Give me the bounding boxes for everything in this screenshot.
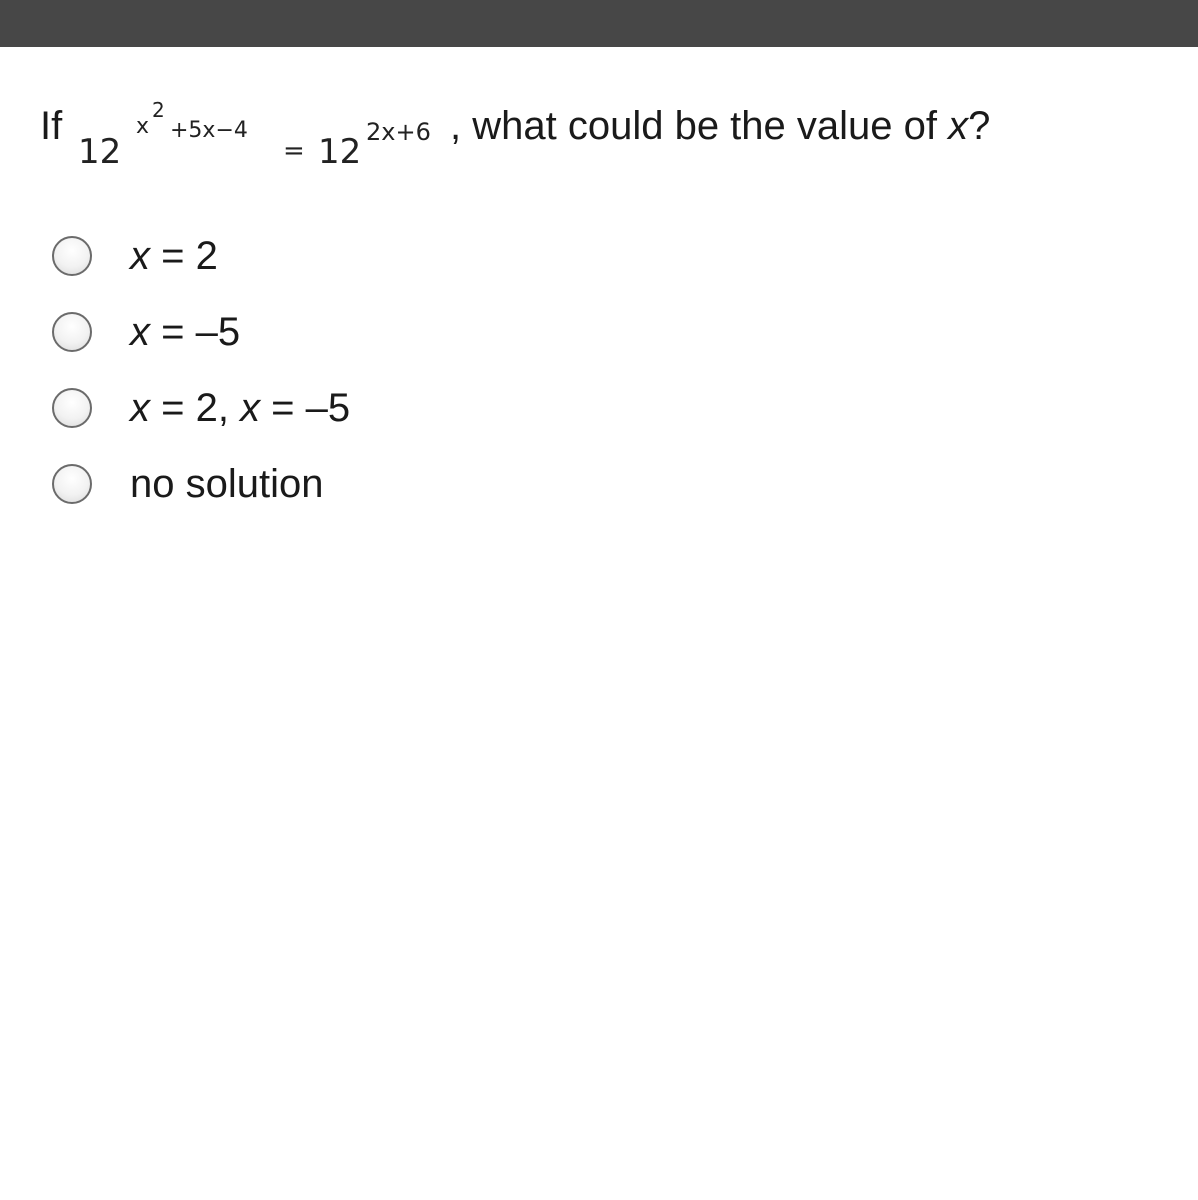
- radio-button[interactable]: [52, 312, 92, 352]
- exponential-equation: [78, 98, 508, 178]
- option-part: x: [130, 234, 150, 278]
- equation-right-base: 12: [318, 132, 362, 172]
- option-part: no solution: [130, 462, 324, 506]
- answer-option-4[interactable]: [52, 446, 1052, 522]
- question-text: [450, 104, 990, 148]
- answer-option-label: [130, 310, 240, 354]
- answer-options: [52, 218, 1052, 522]
- question-stem: [40, 98, 1160, 178]
- equation-left-exponent-power: 2: [152, 98, 165, 122]
- answer-option-label: [130, 234, 218, 278]
- answer-option-3[interactable]: [52, 370, 1052, 446]
- top-bar: [0, 0, 1198, 47]
- option-part: x: [240, 386, 261, 430]
- answer-option-label: [130, 386, 350, 430]
- answer-option-2[interactable]: [52, 294, 1052, 370]
- equation-right-exponent: 2x+6: [366, 118, 431, 146]
- equation-left-base: 12: [78, 132, 122, 172]
- question-suffix-variable: x: [948, 104, 969, 148]
- radio-button[interactable]: [52, 464, 92, 504]
- radio-button[interactable]: [52, 236, 92, 276]
- answer-option-label: [130, 462, 323, 506]
- answer-option-1[interactable]: [52, 218, 1052, 294]
- question-suffix-end: ?: [968, 104, 991, 148]
- equation-equals-sign: =: [283, 136, 305, 166]
- option-part: = 2: [150, 234, 218, 278]
- equation-left-exponent-variable: x: [136, 114, 150, 139]
- option-part: = –5: [150, 310, 241, 354]
- equation-left-exponent-rest: +5x−4: [170, 118, 248, 143]
- question-suffix-text: , what could be the value of: [450, 104, 949, 148]
- option-part: = –5: [260, 386, 351, 430]
- option-part: = 2,: [150, 386, 241, 430]
- question-prefix: If: [40, 104, 63, 148]
- option-part: x: [130, 386, 150, 430]
- radio-button[interactable]: [52, 388, 92, 428]
- option-part: x: [130, 310, 150, 354]
